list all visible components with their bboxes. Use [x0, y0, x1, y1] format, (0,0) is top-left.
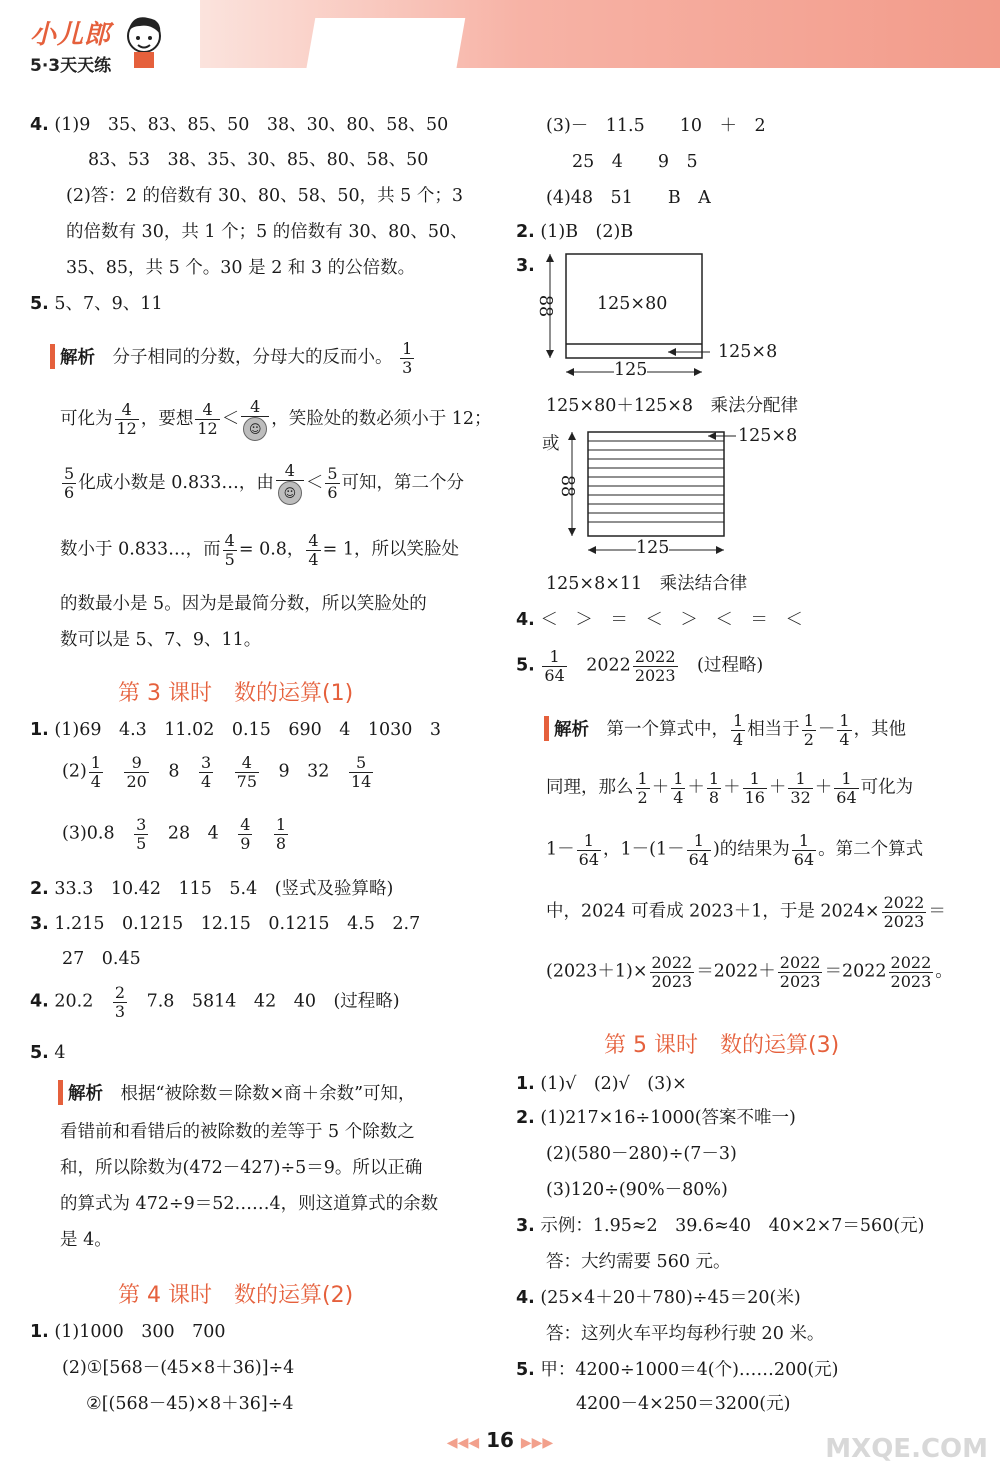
- s5-q3-line1: 3. 示例：1.95≈2 39.6≈40 40×2×7＝560(元): [516, 1216, 925, 1236]
- s3-q4: 4. 20.2 $\frac{2}{3}$ 7.8 5814 42 40 (过程略): [30, 983, 400, 1021]
- s3-q1-line2: (2) $\frac{1}{4}$ $\frac{9}{20}$ 8 $\frac{3}{4}$ $\frac{4}{75}$ 9 32 $\frac{5}{14}$: [62, 753, 372, 791]
- l-jiexi2-line3: 和，所以除数为(472－427)÷5＝9。所以正确: [60, 1158, 423, 1178]
- l-jiexi1-line4: 数小于 0.833…，而 $\frac{4}{5}$ = 0.8， $\frac{4}{4}$ = 1，所以笑脸处: [60, 531, 459, 569]
- r-jiexi-line2: 同理，那么 $\frac{1}{2}$ ＋ $\frac{1}{4}$ ＋ $\frac{1}{8}$ ＋ $\frac{1}{16}$ ＋ $\frac{1}{32}$ ＋ $\frac{1}{64}$ 可化为: [546, 769, 914, 807]
- r-q1-line4: 25 4 9 5: [572, 152, 698, 172]
- l-jiexi1-line2: 可化为 $\frac{4}{12}$ ，要想 $\frac{4}{12}$ ＜ $\frac{4}{☺}$ ，笑脸处的数必须小于 12；: [60, 398, 492, 441]
- l-jiexi1-line3: $\frac{5}{6}$ 化成小数是 0.833…，由 $\frac{4}{☺}$ ＜ $\frac{5}{6}$ 可知，第二个分: [60, 462, 464, 505]
- s3-q3-line1: 3. 1.215 0.1215 12.15 0.1215 4.5 2.7: [30, 914, 421, 934]
- s5-q3-line2: 答：大约需要 560 元。: [546, 1252, 731, 1272]
- l-q4-line4: 的倍数有 30，共 1 个；5 的倍数有 30、80、50、: [66, 222, 468, 242]
- s3-q3-line2: 27 0.45: [62, 949, 141, 969]
- fig1-side-label: 88: [535, 294, 556, 318]
- section-title-3: 第 3 课时 数的运算(1): [118, 681, 354, 706]
- l-q4-line5: 35、85，共 5 个。30 是 2 和 3 的公倍数。: [66, 258, 416, 278]
- r-q5: 5. $\frac{1}{64}$ 2022 $\frac{2022}{2023}$ (过程略): [516, 647, 764, 685]
- s5-q5-line1: 5. 甲：4200÷1000＝4(个)……200(元): [516, 1360, 839, 1380]
- s5-q4-line2: 答：这列火车平均每秒行驶 20 米。: [546, 1324, 825, 1344]
- s3-q1-line3: (3)0.8 $\frac{3}{5}$ 28 4 $\frac{4}{9}$ $\frac{1}{8}$: [62, 815, 287, 853]
- r-or: 或: [542, 434, 560, 454]
- l-q4-line1: 4. (1)9 35、83、85、50 38、30、80、58、50: [30, 115, 449, 135]
- section-title-5: 第 5 课时 数的运算(3): [604, 1033, 840, 1058]
- s5-q1: 1. (1)√ (2)√ (3)×: [516, 1074, 687, 1094]
- smiley-icon: ☺: [278, 481, 302, 505]
- fig1-inner-label: 125×80: [597, 294, 668, 314]
- l-q4-line3: (2)答：2 的倍数有 30、80、58、50，共 5 个；3: [66, 186, 464, 206]
- r-eq1: 125×80＋125×8 乘法分配律: [546, 396, 799, 416]
- s5-q5-line2: 4200－4×250＝3200(元): [576, 1394, 791, 1414]
- l-jiexi2-line2: 看错前和看错后的被除数的差等于 5 个除数之: [60, 1122, 415, 1142]
- fig2-side-label: 88: [557, 474, 578, 498]
- fig1-bottom-label: 125: [614, 360, 648, 380]
- l-q5: 5. 5、7、9、11: [30, 294, 163, 314]
- r-jiexi-line4: 中，2024 可看成 2023＋1，于是 2024× $\frac{2022}{2023}$ ＝: [546, 893, 946, 931]
- l-jiexi1-line6: 数可以是 5、7、9、11。: [60, 630, 262, 650]
- s5-q2-line1: 2. (1)217×16÷1000(答案不唯一): [516, 1108, 796, 1128]
- logo: 小儿郎 5·3天天练: [30, 20, 112, 76]
- r-jiexi-line3: 1－ $\frac{1}{64}$ ，1－(1－ $\frac{1}{64}$ )的结果为 $\frac{1}{64}$ 。第二个算式: [546, 831, 924, 869]
- l-jiexi2-line5: 是 4。: [60, 1230, 112, 1250]
- s5-q2-line2: (2)(580－280)÷(7－3): [546, 1144, 737, 1164]
- fig2-arrow-label: 125×8: [738, 426, 798, 446]
- left-arrows-icon: ◀◀◀: [446, 1435, 480, 1451]
- s3-q2: 2. 33.3 10.42 115 5.4 (竖式及验算略): [30, 879, 394, 899]
- header-band: [200, 0, 1000, 68]
- watermark: MXQE.COM: [825, 1434, 988, 1464]
- s5-q4-line1: 4. (25×4＋20＋780)÷45＝20(米): [516, 1288, 801, 1308]
- section-title-4: 第 4 课时 数的运算(2): [118, 1283, 354, 1308]
- r-jiexi-line1: 解析 第一个算式中， $\frac{1}{4}$ 相当于 $\frac{1}{2}$ － $\frac{1}{4}$ ，其他: [544, 712, 906, 748]
- s3-q1-line1: 1. (1)69 4.3 11.02 0.15 690 4 1030 3: [30, 720, 442, 740]
- r-q3-label: 3.: [516, 256, 535, 276]
- s3-q5: 5. 4: [30, 1043, 66, 1063]
- l-jiexi2-line1: 解析 根据“被除数＝除数×商＋余数”可知，: [58, 1080, 416, 1105]
- fig2-bottom-label: 125: [636, 538, 670, 558]
- figure-rect-1: [538, 248, 818, 383]
- page-number: ◀◀◀ 16 ▶▶▶: [446, 1428, 554, 1452]
- l-jiexi1-line5: 的数最小是 5。因为是最简分数，所以笑脸处的: [60, 594, 427, 614]
- r-q4: 4. ＜ ＞ ＝ ＜ ＞ ＜ ＝ ＜: [516, 610, 803, 630]
- l-jiexi2-line4: 的算式为 472÷9＝52……4，则这道算式的余数: [60, 1194, 439, 1214]
- r-eq2: 125×8×11 乘法结合律: [546, 574, 748, 594]
- s4-q1-line2: (2)①[568－(45×8＋36)]÷4: [62, 1358, 295, 1378]
- l-q4-line2: 83、53 38、35、30、85、80、58、50: [88, 150, 429, 170]
- r-q2: 2. (1)B (2)B: [516, 222, 634, 242]
- smiley-icon: ☺: [243, 417, 267, 441]
- r-q1-line5: (4)48 51 B A: [546, 188, 711, 208]
- s4-q1-line3: ②[(568－45)×8＋36]÷4: [86, 1394, 294, 1414]
- fig1-arrow-label: 125×8: [718, 342, 778, 362]
- s4-q1-line1: 1. (1)1000 300 700: [30, 1322, 226, 1342]
- right-arrows-icon: ▶▶▶: [520, 1435, 554, 1451]
- s5-q2-line3: (3)120÷(90%－80%): [546, 1180, 728, 1200]
- r-q1-line3: (3)－ 11.5 10 ＋ 2: [546, 116, 766, 136]
- r-jiexi-line5: (2023＋1)× $\frac{2022}{2023}$ ＝2022＋ $\frac{2022}{2023}$ ＝2022 $\frac{2022}{2023}$ 。: [546, 953, 953, 991]
- l-jiexi1-line1: 解析 分子相同的分数，分母大的反而小。 $\frac{1}{3}$: [50, 340, 416, 376]
- mascot-icon: [122, 12, 166, 70]
